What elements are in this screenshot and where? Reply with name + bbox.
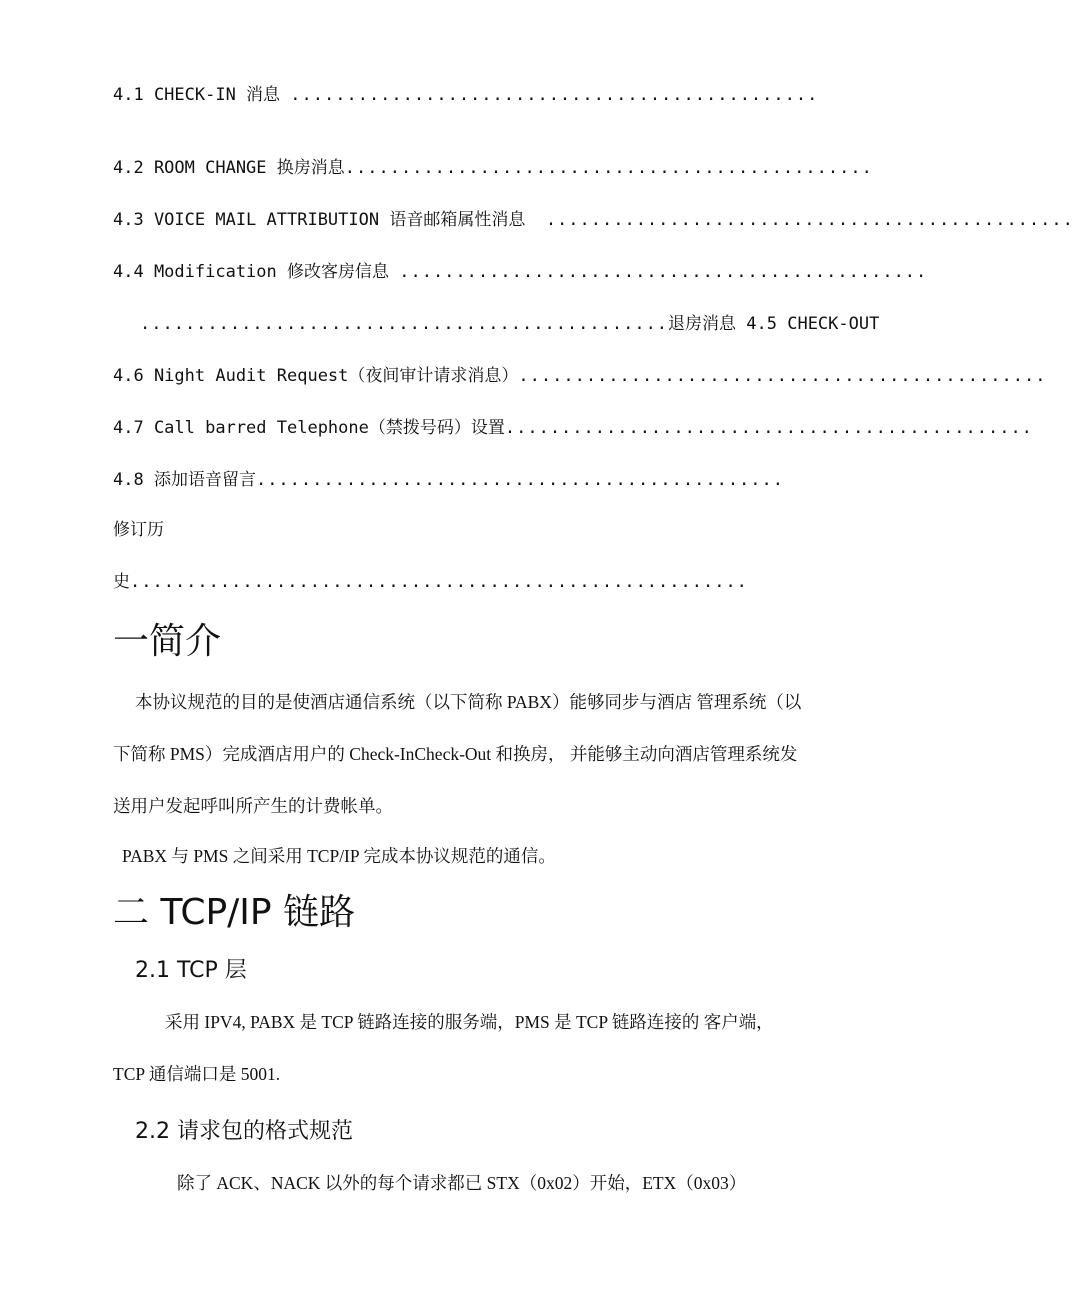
intro-paragraph-2: PABX 与 PMS 之间采用 TCP/IP 完成本协议规范的通信。 [122,846,556,866]
toc-item-4-2[interactable] [113,157,873,179]
intro-paragraph: 本协议规范的目的是使酒店通信系统（以下简称 PABX）能够同步与酒店 管理系统（以下简称 PMS）完成酒店用户的 Check-InCheck-Out 和换房， 并能够主动向酒店管理系统发送用户发起呼叫所产生的计费帐单。 [113,692,802,816]
toc-item-4-7[interactable] [113,417,1033,439]
subsection-heading-tcp: 2.1 TCP 层 [135,958,247,983]
toc-leader-dots: ............................................... [140,314,669,334]
toc-item-label: 4.4 Modification 修改客房信息 [113,262,400,282]
toc-item-4-4[interactable] [113,261,928,283]
toc-item-4-3[interactable] [113,209,1074,231]
request-format-paragraph: 除了 ACK、NACK 以外的每个请求都已 STX（0x02）开始，ETX（0x03） [177,1173,747,1193]
toc-item-label: 4.3 VOICE MAIL ATTRIBUTION 语音邮箱属性消息 [113,210,546,230]
toc-leader-dots: ............................................... [504,418,1033,438]
section-heading-tcpip: 二 TCP/IP 链路 [113,892,356,933]
toc-item-4-1[interactable] [113,84,819,106]
toc-leader-dots: ............................................... [399,262,928,282]
toc-leader-dots: ....................................................... [130,572,748,592]
toc-leader-dots: ............................................... [344,158,873,178]
toc-item-4-5[interactable] [140,313,880,335]
toc-revision-line-2[interactable] [113,571,748,593]
toc-item-4-6[interactable] [113,365,1047,387]
section-heading-intro: 一简介 [113,621,222,662]
toc-leader-dots: ............................................... [545,210,1074,230]
toc-item-label: 4.1 CHECK-IN 消息 [113,85,291,105]
toc-item-label: 4.2 ROOM CHANGE 换房消息 [113,158,345,178]
tcp-paragraph: 采用 IPV4, PABX 是 TCP 链路连接的服务端，PMS 是 TCP 链路连接的 客户端，TCP 通信端口是 5001. [113,1012,774,1084]
toc-leader-dots: ............................................... [290,85,819,105]
subsection-heading-request-format: 2.2 请求包的格式规范 [135,1119,353,1144]
toc-item-label: 4.7 Call barred Telephone（禁拨号码）设置 [113,418,505,438]
toc-revision-line-1[interactable]: 修订历 [113,520,164,540]
toc-item-label: 4.6 Night Audit Request（夜间审计请求消息） [113,366,519,386]
toc-item-label: 4.8 添加语音留言 [113,470,256,490]
toc-leader-dots: ............................................... [518,366,1047,386]
toc-item-label: 史 [113,572,130,592]
toc-item-label: 退房消息 4.5 CHECK-OUT [668,314,880,334]
toc-item-4-8[interactable] [113,469,784,491]
toc-leader-dots: ............................................... [255,470,784,490]
